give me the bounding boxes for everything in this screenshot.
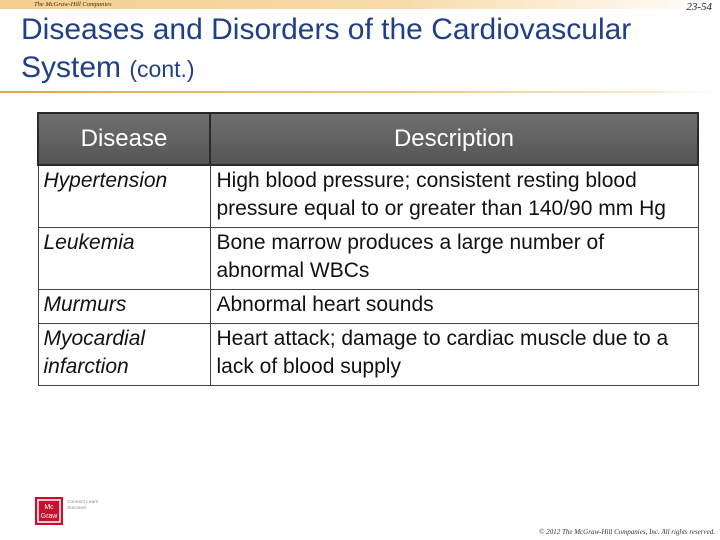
disease-description: Abnormal heart sounds	[210, 290, 698, 324]
slide-title-suffix: (cont.)	[129, 56, 195, 82]
logo-tagline: Connect Learn Succeed	[67, 500, 99, 511]
disease-name: Leukemia	[38, 228, 210, 290]
disease-name: Hypertension	[38, 165, 210, 228]
svg-text:Mc: Mc	[44, 504, 54, 511]
slide-title	[21, 11, 681, 88]
disease-name: Myocardial infarction	[38, 324, 210, 386]
mcgraw-hill-logo-icon	[35, 497, 63, 525]
table-row	[38, 290, 698, 324]
publisher-logo: The McGraw-Hill Companies	[34, 1, 112, 8]
disease-description: Bone marrow produces a large number of abnormal WBCs	[210, 228, 698, 290]
column-header-description: Description	[210, 113, 698, 165]
slide-number: 23-54	[686, 1, 712, 13]
copyright-notice: © 2012 The McGraw-Hill Companies, Inc. All rights reserved.	[539, 528, 715, 536]
disease-description: Heart attack; damage to cardiac muscle due to a lack of blood supply	[210, 324, 698, 386]
table-row	[38, 228, 698, 290]
slide-title-main: Diseases and Disorders of the Cardiovascular System	[21, 13, 632, 84]
table-row	[38, 324, 698, 386]
disease-table	[37, 112, 699, 386]
table-header-row	[38, 113, 698, 165]
title-divider	[0, 91, 720, 93]
svg-text:Graw: Graw	[40, 513, 58, 520]
column-header-disease: Disease	[38, 113, 210, 165]
disease-name: Murmurs	[38, 290, 210, 324]
table-row	[38, 165, 698, 228]
disease-description: High blood pressure; consistent resting blood pressure equal to or greater than 140/90 mm Hg	[210, 165, 698, 228]
